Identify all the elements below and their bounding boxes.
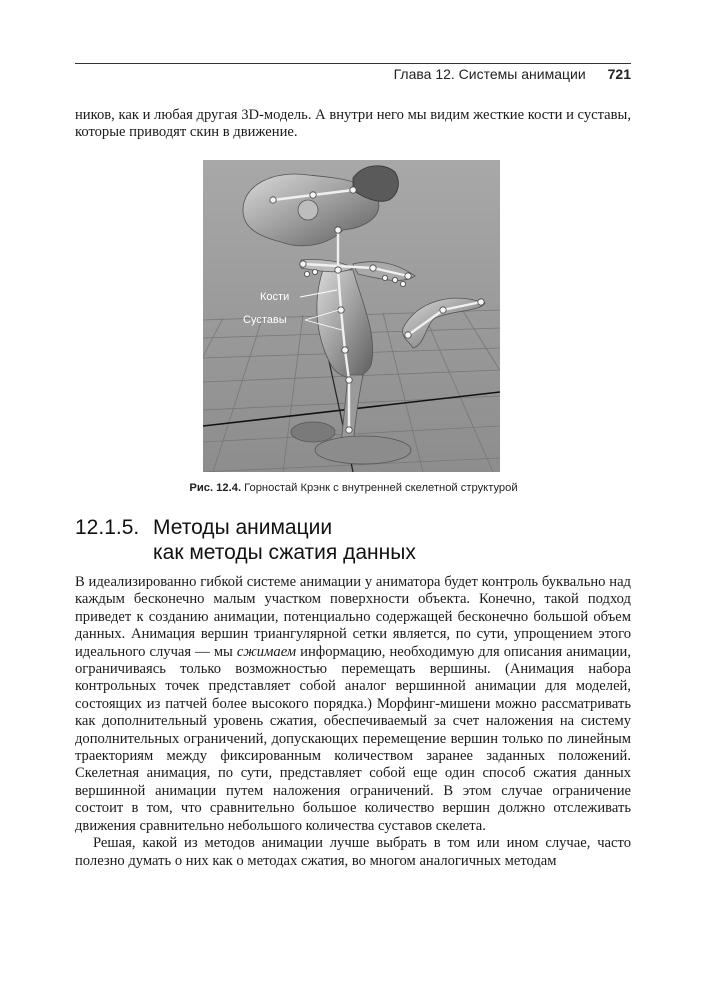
running-head xyxy=(394,66,631,82)
paragraph-1 xyxy=(75,574,631,835)
paragraph-2: Решая, какой из методов анимации лучше выбрать в том или ином случае, часто полезно думать о них как о методах сжатия, во многом аналогичных методам xyxy=(75,835,631,869)
figure-caption-text: Горностай Крэнк с внутренней скелетной структурой xyxy=(244,482,518,494)
crank-skeleton-illustration xyxy=(203,160,500,472)
intro-paragraph: ников, как и любая другая 3D-модель. А внутри него мы видим жесткие кости и суставы, которые приводят скин в движение. xyxy=(75,107,631,141)
body-text-block xyxy=(75,574,631,870)
figure-image xyxy=(203,160,500,472)
header-rule xyxy=(75,63,631,64)
section-title-line1: Методы анимации xyxy=(153,516,333,539)
section-number: 12.1.5. xyxy=(75,516,140,539)
chapter-title: Глава 12. Системы анимации xyxy=(393,66,586,82)
paragraph-1-part2: информацию, необходимую для описания анимации, ограничиваясь только возможностью перемещать вершины. (Анимация набора контрольных точек представляет собой аналог вершинной анимации для моделей, состоящих из патчей более высокого порядка.) Морфинг-мишени можно рассматривать как дополнительный уровень сжатия, обеспечиваемый за счет наложения на систему дополнительных ограничений, допускающих перемещение вершин только по линейным траекториям между фиксированным количеством заранее заданных положений. Скелетная анимация, по сути, представляет собой еще один способ сжатия данных вершинной анимации путем наложения ограничений. В этом случае ограничение состоит в том, что сравнительно большое количество вершин должно отслеживать движения сравнительно небольшого количества суставов скелета. xyxy=(75,643,631,834)
label-bones: Кости xyxy=(260,291,290,303)
page-number: 721 xyxy=(607,66,631,82)
paragraph-1-emphasis: сжимаем xyxy=(236,643,297,660)
section-title-line2: как методы сжатия данных xyxy=(153,541,416,564)
label-joints: Суставы xyxy=(243,314,287,326)
paragraph-1-part1: В идеализированно гибкой системе анимации у аниматора будет контроль буквально над каждым бесконечно малым участком поверхности объекта. Конечно, такой подход приведет к созданию анимации, потенциально содержащей бесконечно большой объем данных. Анимация вершин триангулярной сетки является, по сути, упрощением этого идеального случая — мы xyxy=(75,574,631,660)
section-heading xyxy=(75,515,416,565)
figure-caption xyxy=(0,482,707,494)
figure-caption-label: Рис. 12.4. xyxy=(189,482,242,494)
